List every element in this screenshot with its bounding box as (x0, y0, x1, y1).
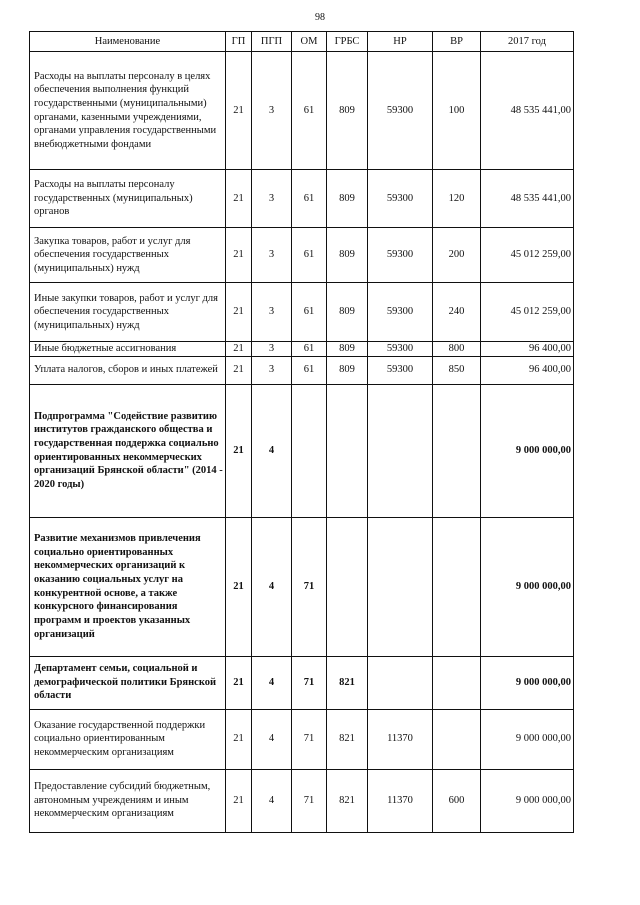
row-name: Уплата налогов, сборов и иных платежей (30, 356, 226, 384)
row-amount: 48 535 441,00 (481, 52, 574, 170)
row-gp: 21 (226, 170, 252, 228)
table-row (30, 384, 574, 517)
row-name: Иные закупки товаров, работ и услуг для обеспечения государственных (муниципальных) нужд (30, 283, 226, 342)
row-vr: 600 (433, 769, 481, 832)
row-vr (433, 709, 481, 769)
table-row (30, 228, 574, 283)
row-pgp: 3 (252, 170, 292, 228)
row-om: 61 (292, 283, 327, 342)
row-om: 61 (292, 342, 327, 357)
header-vr: ВР (433, 32, 481, 52)
row-amount: 9 000 000,00 (481, 769, 574, 832)
table-row (30, 170, 574, 228)
row-grbs (327, 384, 368, 517)
header-gp: ГП (226, 32, 252, 52)
row-pgp: 4 (252, 517, 292, 656)
row-grbs: 809 (327, 228, 368, 283)
row-grbs: 809 (327, 356, 368, 384)
row-nr: 59300 (368, 52, 433, 170)
header-grbs: ГРБС (327, 32, 368, 52)
row-amount: 9 000 000,00 (481, 709, 574, 769)
row-grbs: 821 (327, 709, 368, 769)
row-nr: 59300 (368, 228, 433, 283)
row-vr: 120 (433, 170, 481, 228)
row-pgp: 3 (252, 228, 292, 283)
table-row (30, 52, 574, 170)
row-om: 71 (292, 709, 327, 769)
header-om: ОМ (292, 32, 327, 52)
budget-table (29, 31, 574, 833)
row-gp: 21 (226, 342, 252, 357)
row-gp: 21 (226, 517, 252, 656)
row-om: 61 (292, 170, 327, 228)
row-gp: 21 (226, 384, 252, 517)
row-name: Иные бюджетные ассигнования (30, 342, 226, 357)
table-row (30, 656, 574, 709)
row-pgp: 4 (252, 384, 292, 517)
row-nr: 59300 (368, 356, 433, 384)
table-row (30, 342, 574, 357)
row-gp: 21 (226, 283, 252, 342)
row-grbs (327, 517, 368, 656)
row-grbs: 809 (327, 52, 368, 170)
row-vr: 100 (433, 52, 481, 170)
row-name: Закупка товаров, работ и услуг для обеспечения государственных (муниципальных) нужд (30, 228, 226, 283)
row-vr: 850 (433, 356, 481, 384)
row-amount: 45 012 259,00 (481, 283, 574, 342)
row-gp: 21 (226, 356, 252, 384)
row-vr: 240 (433, 283, 481, 342)
row-grbs: 809 (327, 283, 368, 342)
row-grbs: 809 (327, 170, 368, 228)
table-row (30, 356, 574, 384)
table-row (30, 769, 574, 832)
row-om: 61 (292, 228, 327, 283)
row-pgp: 4 (252, 769, 292, 832)
row-vr (433, 517, 481, 656)
row-name: Расходы на выплаты персоналу государственных (муниципальных) органов (30, 170, 226, 228)
row-pgp: 3 (252, 342, 292, 357)
row-amount: 9 000 000,00 (481, 517, 574, 656)
header-name: Наименование (30, 32, 226, 52)
row-vr: 200 (433, 228, 481, 283)
row-grbs: 821 (327, 656, 368, 709)
row-gp: 21 (226, 769, 252, 832)
row-name: Предоставление субсидий бюджетным, автономным учреждениям и иным некоммерческим организациям (30, 769, 226, 832)
row-vr (433, 656, 481, 709)
row-gp: 21 (226, 228, 252, 283)
row-name: Оказание государственной поддержки социально ориентированным некоммерческим организациям (30, 709, 226, 769)
row-pgp: 3 (252, 52, 292, 170)
row-pgp: 4 (252, 656, 292, 709)
row-grbs: 821 (327, 769, 368, 832)
row-amount: 48 535 441,00 (481, 170, 574, 228)
row-amount: 96 400,00 (481, 342, 574, 357)
row-pgp: 3 (252, 356, 292, 384)
row-om: 71 (292, 656, 327, 709)
row-gp: 21 (226, 656, 252, 709)
row-nr (368, 656, 433, 709)
row-nr: 11370 (368, 709, 433, 769)
table-row (30, 283, 574, 342)
row-name: Подпрограмма "Содействие развитию институтов гражданского общества и государственная поддержка социально ориентированных некоммерческих организаций Брянской области" (2014 - 2020 годы) (30, 384, 226, 517)
row-nr: 11370 (368, 769, 433, 832)
row-name: Развитие механизмов привлечения социально ориентированных некоммерческих организаций к оказанию социальных услуг на конкурентной основе, а также конкурсного финансирования программ и проектов указанных организаций (30, 517, 226, 656)
page-number: 98 (315, 12, 325, 23)
table-row (30, 517, 574, 656)
row-nr: 59300 (368, 170, 433, 228)
row-gp: 21 (226, 709, 252, 769)
row-pgp: 3 (252, 283, 292, 342)
row-name: Расходы на выплаты персоналу в целях обеспечения выполнения функций государственными (муниципальными) органами, казенными учреждениями, органами управления государственными внебюджетными фондами (30, 52, 226, 170)
row-nr: 59300 (368, 283, 433, 342)
row-nr (368, 384, 433, 517)
header-pgp: ПГП (252, 32, 292, 52)
row-om: 61 (292, 356, 327, 384)
row-amount: 9 000 000,00 (481, 384, 574, 517)
row-om: 71 (292, 517, 327, 656)
row-om: 61 (292, 52, 327, 170)
row-om: 71 (292, 769, 327, 832)
row-nr: 59300 (368, 342, 433, 357)
row-amount: 45 012 259,00 (481, 228, 574, 283)
table-header-row (30, 32, 574, 52)
row-vr (433, 384, 481, 517)
row-gp: 21 (226, 52, 252, 170)
row-pgp: 4 (252, 709, 292, 769)
row-amount: 96 400,00 (481, 356, 574, 384)
row-grbs: 809 (327, 342, 368, 357)
row-amount: 9 000 000,00 (481, 656, 574, 709)
row-om (292, 384, 327, 517)
row-vr: 800 (433, 342, 481, 357)
row-nr (368, 517, 433, 656)
row-name: Департамент семьи, социальной и демографической политики Брянской области (30, 656, 226, 709)
header-nr: НР (368, 32, 433, 52)
header-amount: 2017 год (481, 32, 574, 52)
table-row (30, 709, 574, 769)
